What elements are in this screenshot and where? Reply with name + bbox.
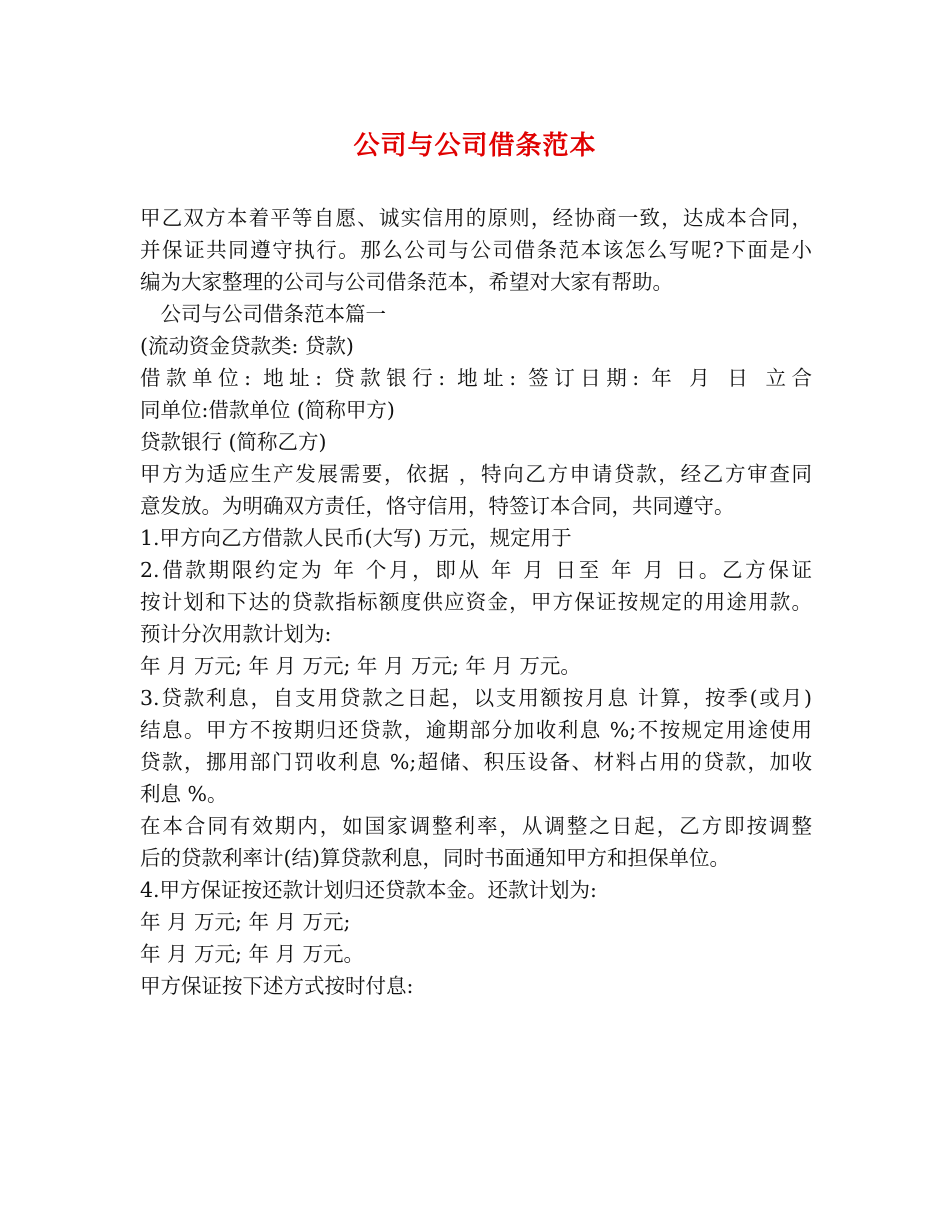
body-line: 公司与公司借条范本篇一	[140, 302, 386, 326]
body-line: 年 月 万元; 年 月 万元; 年 月 万元; 年 月 万元。	[140, 654, 581, 678]
body-line: (流动资金贷款类: 贷款)	[140, 334, 354, 358]
body-line: 4.甲方保证按还款计划归还贷款本金。还款计划为:	[140, 878, 597, 902]
body-line: 预计分次用款计划为:	[140, 622, 332, 646]
body-line: 编为大家整理的公司与公司借条范本，希望对大家有帮助。	[140, 270, 673, 294]
body-line: 利息 %。	[140, 782, 228, 806]
body-line: 甲方保证按下述方式按时付息:	[140, 974, 414, 998]
body-line: 贷款，挪用部门罚收利息 %;超储、积压设备、材料占用的贷款，加收	[140, 750, 812, 774]
body-line: 1.甲方向乙方借款人民币(大写) 万元，规定用于	[140, 526, 572, 550]
body-line: 借款单位: 地址: 贷款银行: 地址: 签订日期: 年 月 日 立合	[140, 366, 812, 390]
body-line: 同单位:借款单位 (简称甲方)	[140, 398, 395, 422]
body-line: 后的贷款利率计(结)算贷款利息，同时书面通知甲方和担保单位。	[140, 846, 730, 870]
body-line: 贷款银行 (简称乙方)	[140, 430, 327, 454]
document-title: 公司与公司借条范本	[353, 131, 597, 161]
body-line: 甲方为适应生产发展需要，依据 ，特向乙方申请贷款，经乙方审查同	[140, 462, 812, 486]
body-line: 年 月 万元; 年 月 万元。	[140, 942, 364, 966]
body-line: 按计划和下达的贷款指标额度供应资金，甲方保证按规定的用途用款。	[140, 590, 812, 614]
body-line: 意发放。为明确双方责任，恪守信用，特签订本合同，共同遵守。	[140, 494, 735, 518]
body-line: 在本合同有效期内，如国家调整利率，从调整之日起，乙方即按调整	[140, 814, 812, 838]
body-line: 年 月 万元; 年 月 万元;	[140, 910, 351, 934]
body-line: 甲乙双方本着平等自愿、诚实信用的原则，经协商一致，达成本合同，	[140, 206, 812, 230]
body-line: 并保证共同遵守执行。那么公司与公司借条范本该怎么写呢?下面是小	[140, 238, 812, 262]
document-body	[140, 202, 812, 1002]
body-line: 3.贷款利息，自支用贷款之日起，以支用额按月息 计算，按季(或月)	[140, 686, 812, 710]
body-line: 结息。甲方不按期归还贷款，逾期部分加收利息 %;不按规定用途使用	[140, 718, 812, 742]
body-line: 2.借款期限约定为 年 个月，即从 年 月 日至 年 月 日。乙方保证	[140, 558, 812, 582]
